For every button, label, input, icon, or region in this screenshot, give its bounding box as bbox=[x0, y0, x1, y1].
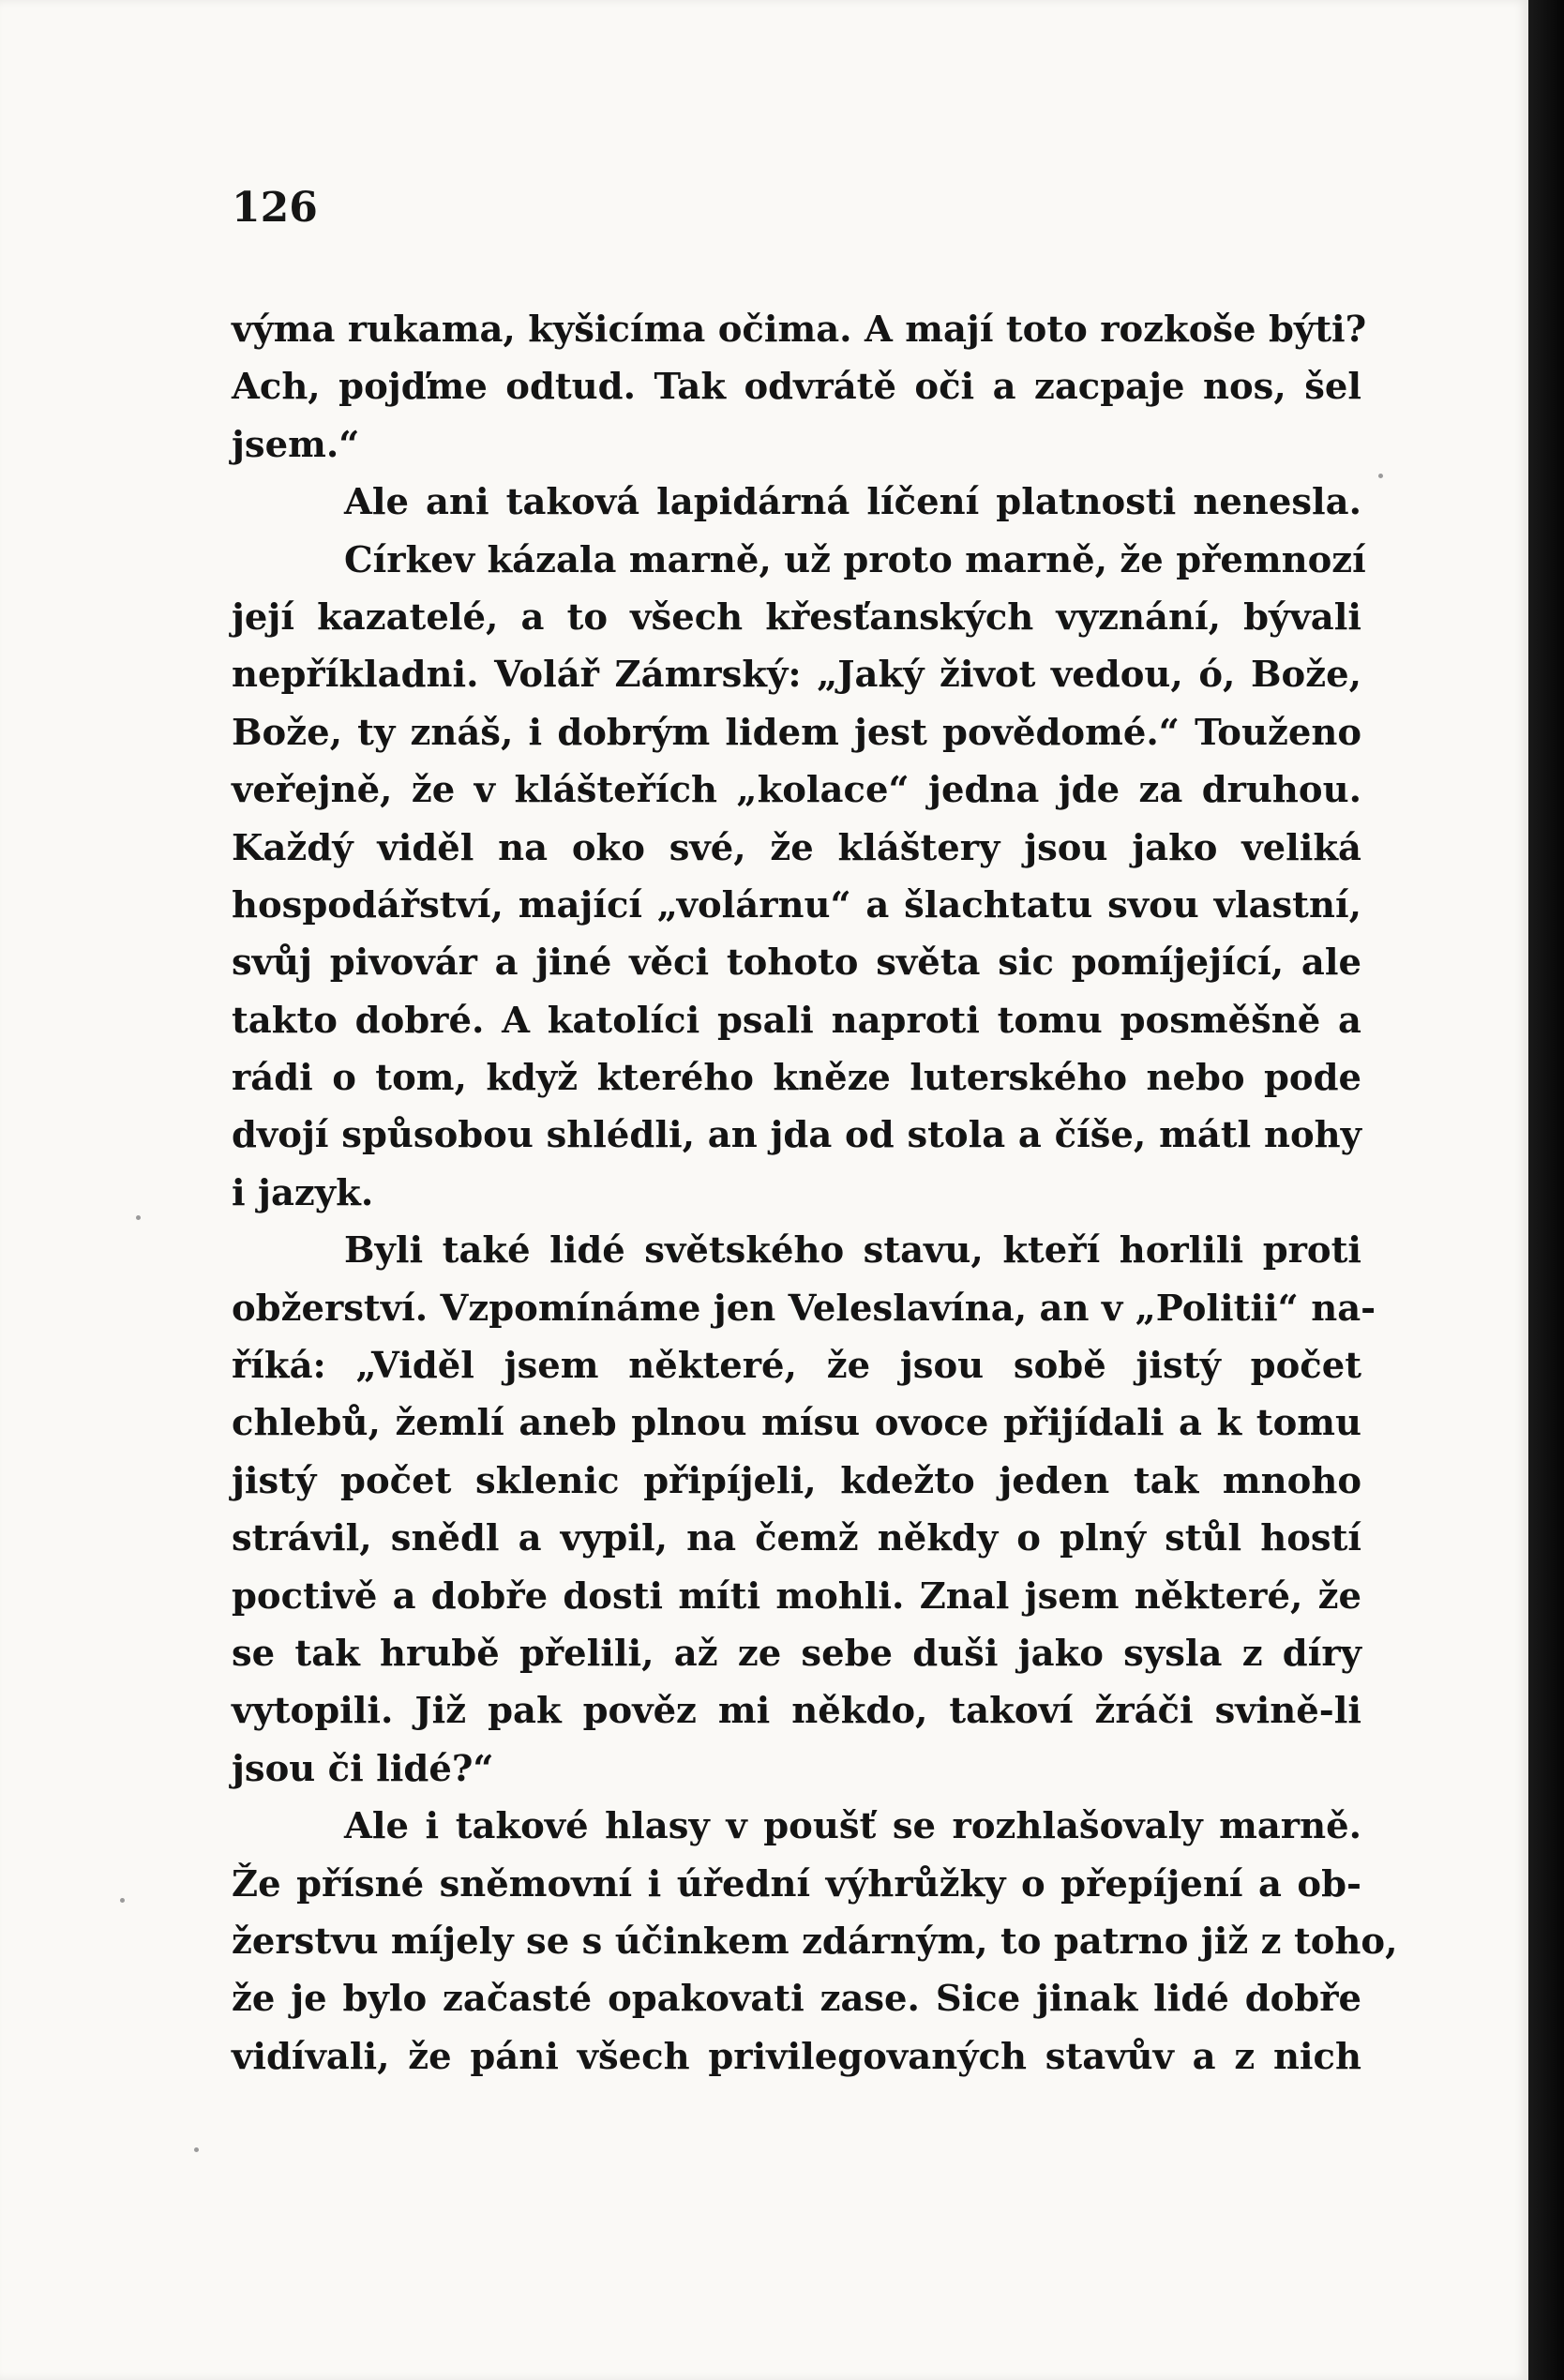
text-line: Že přísné sněmovní i úřední výhrůžky o přepíjení a ob- bbox=[232, 1862, 1361, 1906]
page-number: 126 bbox=[232, 184, 318, 232]
text-line: Byli také lidé světského stavu, kteří horlili proti bbox=[344, 1229, 1361, 1273]
text-line: takto dobré. A katolíci psali naproti tomu posměšně a bbox=[232, 999, 1361, 1042]
text-line: nepříkladni. Volář Zámrský: „Jaký život vedou, ó, Bože, bbox=[232, 654, 1361, 697]
text-line: Ale ani taková lapidárná líčení platnosti nenesla. bbox=[344, 481, 1361, 524]
text-line: chlebů, žemlí aneb plnou mísu ovoce přijídali a k tomu bbox=[232, 1402, 1361, 1445]
text-line: svůj pivovár a jiné věci tohoto světa sic pomíjející, ale bbox=[232, 941, 1361, 985]
text-line: jsou či lidé?“ bbox=[232, 1747, 494, 1790]
text-line: vidívali, že páni všech privilegovaných stavův a z nich bbox=[232, 2035, 1361, 2078]
text-line: vytopili. Již pak pověz mi někdo, takoví žráči svině-li bbox=[232, 1690, 1361, 1733]
paper-speck bbox=[120, 1898, 125, 1903]
text-line: strávil, snědl a vypil, na čemž někdy o plný stůl hostí bbox=[232, 1517, 1361, 1560]
book-gutter-edge bbox=[1528, 0, 1564, 2380]
paper-speck bbox=[194, 2147, 199, 2152]
text-line: jistý počet sklenic připíjeli, kdežto jeden tak mnoho bbox=[232, 1459, 1361, 1502]
text-line: Ach, pojďme odtud. Tak odvrátě oči a zacpaje nos, šel bbox=[232, 366, 1361, 409]
text-line: Bože, ty znáš, i dobrým lidem jest povědomé.“ Touženo bbox=[232, 711, 1361, 754]
text-line: rádi o tom, když kterého kněze luterského nebo pode bbox=[232, 1057, 1361, 1100]
text-line: její kazatelé, a to všech křesťanských vyznání, bývali bbox=[232, 595, 1361, 639]
text-line: Každý viděl na oko své, že kláštery jsou jako veliká bbox=[232, 826, 1361, 869]
text-line: veřejně, že v klášteřích „kolace“ jedna jde za druhou. bbox=[232, 769, 1361, 812]
text-line: Církev kázala marně, už proto marně, že přemnozí bbox=[344, 538, 1366, 581]
text-line: že je bylo začasté opakovati zase. Sice jinak lidé dobře bbox=[232, 1978, 1361, 2021]
text-line: poctivě a dobře dosti míti mohli. Znal jsem některé, že bbox=[232, 1574, 1361, 1618]
text-line: i jazyk. bbox=[232, 1171, 374, 1214]
text-line: říká: „Viděl jsem některé, že jsou sobě jistý počet bbox=[232, 1345, 1361, 1388]
body-text bbox=[232, 301, 1398, 2086]
text-line: dvojí spůsobou shlédli, an jda od stola a číše, mátl nohy bbox=[232, 1114, 1361, 1157]
text-line: žerstvu míjely se s účinkem zdárným, to patrno již z toho, bbox=[232, 1920, 1398, 1963]
text-line: hospodářství, mající „volárnu“ a šlachtatu svou vlastní, bbox=[232, 883, 1361, 926]
text-line: obžerství. Vzpomínáme jen Veleslavína, an v „Politii“ na- bbox=[232, 1287, 1376, 1330]
paper-speck bbox=[136, 1215, 141, 1220]
text-line: výma rukama, kyšicíma očima. A mají toto rozkoše býti? bbox=[232, 309, 1367, 351]
text-line: jsem.“ bbox=[232, 423, 360, 466]
text-line: se tak hrubě přelili, až ze sebe duši jako sysla z díry bbox=[232, 1632, 1361, 1675]
text-line: Ale i takové hlasy v poušť se rozhlašovaly marně. bbox=[344, 1805, 1361, 1848]
paper-speck bbox=[1378, 474, 1383, 478]
